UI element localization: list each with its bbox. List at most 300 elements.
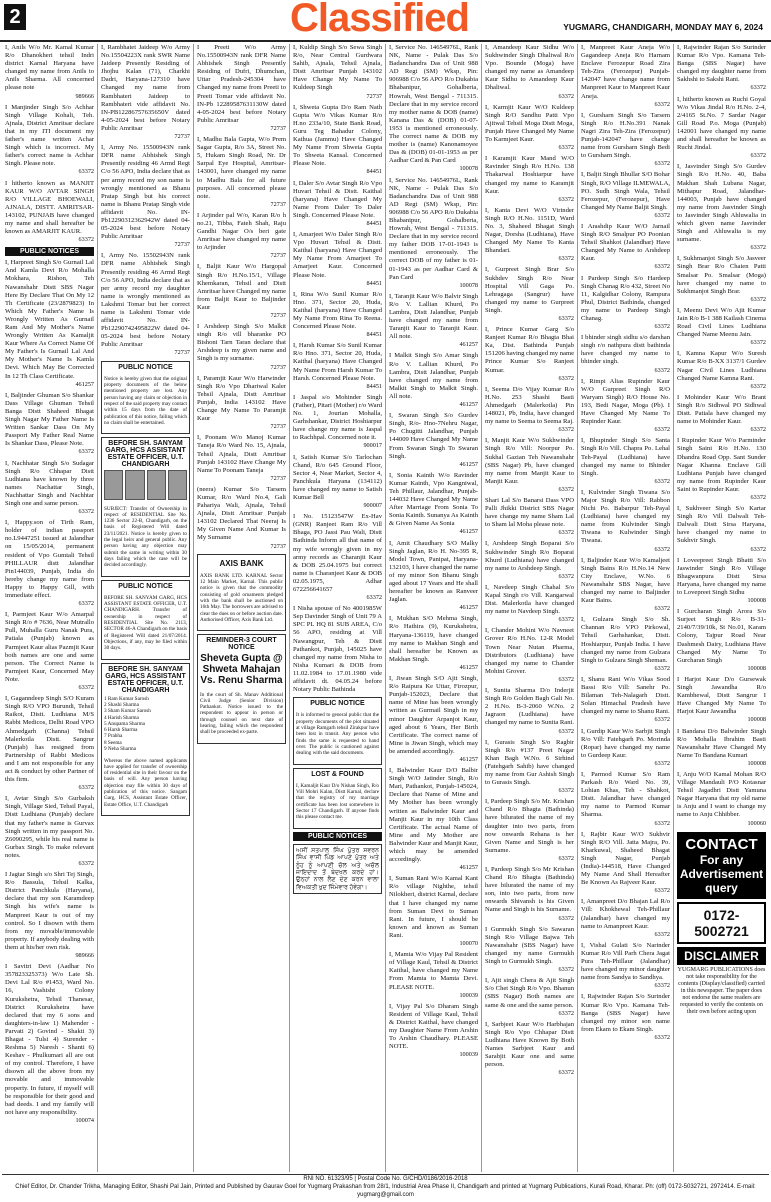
page-number: 2 [4, 4, 26, 30]
ad-code: 461257 [459, 401, 478, 409]
ad-text: I Nisha spouse of No 4001985W Sep Davinder Singh of Unit 79 A SPC PL HQ 81 SUB AREA, C/o 56 APO, residing at Vill Nawangpur, Teh & Distt Pathankot, Punjab, 145025 have changed my name from Nisha to Nisha Kumari & DOB from 11.02.1984 to 17.01.1980 vide affidavit dt. 04.05.24 before Notary Public Bathinda [293, 605, 382, 694]
ad-code: 72737 [366, 92, 382, 100]
ad-code: 63372 [366, 594, 382, 602]
ad-code: 63372 [78, 860, 94, 867]
classified-ad [581, 942, 670, 991]
classified-ad [581, 616, 670, 673]
legal-heirs-notice: BEFORE SH. SANYAM GARG, HCS ASSISTANT ESTATE OFFICER, U.T. CHANDIGARH 1 Ram Kumar Sarosh 2 Shashi Sharma 3 Sham Kumar Sarosh 4 Harish Sharma 5 Anupama Sharma 6 Harsh Sharma 7 Prabha 8 Seema 9 Neha Sharma Whereas the above named applicants have applied for transfer of ownership of residential site in their favour on the basis of will. Any person having objection may file within 30 days of publication of this notice. Sangam Garg, HCS, Assistant Estate Officer, Estate Office, U.T. Chandigarh [101, 663, 190, 816]
classified-ad [485, 739, 574, 796]
ad-text: I, Gurasis Singh S/o Ragbir Singh R/o #137 Preet Nagar Khan Bagh W.No. 6 Sirhind (Fatehgarh Sahib) have changed my name from Gur Ashish Singh to Gurasis Singh. [485, 738, 574, 787]
ad-code: 63372 [750, 244, 766, 252]
public-notice-box: PUBLIC NOTICE Notice is hereby given that the original property documents of the below mentioned property are lost. Any person having any claim or objection in respect of the said property may contact within 15 days from the date of publication of this notice, failing which no claim shall be entertained. [101, 361, 190, 435]
punjabi-notice: ਅਸੀਂ ਸਤਪਾਲ ਸਿੰਘ ਪੁੱਤਰ ਸਵਰਨ ਸਿੰਘ ਵਾਸੀ ਪਿੰਡ ਆਪਣੇ ਪੁੱਤਰ ਅਤੇ ਨੂੰਹ ਨੂੰ ਆਪਣੀ ਚੱਲ ਅਤੇ ਅਚੱਲ ਜਾਇਦਾਦ ਤੋਂ ਬੇਦਖਲ ਕਰਦੇ ਹਾਂ। ਉਨ੍ਹਾਂ ਨਾਲ ਲੈਣ ਦੇਣ ਕਰਨ ਵਾਲਾ ਵਿਅਕਤੀ ਖੁਦ ਜਿੰਮੇਵਾਰ ਹੋਵੇਗਾ। [293, 844, 382, 894]
ad-code: 900017 [363, 442, 382, 450]
ad-text: I Malkit Singh S/o Amar Singh R/o V. Lallian Khurd, Po Lambra, Distt Jalandhar, Punjab have changed my name from Malkit Singh to Malkit Singh. All note. [389, 352, 478, 400]
column-5 [386, 44, 482, 1172]
ad-text: I, Amanpreet D/o Bhajan Lal R/o Vill: Khokhewal Teh-Phillaur (Jalandhar) have changed my name to Amanpreet Kaur. [581, 898, 670, 930]
ad-text: I, Navdeep Singh Chahal S/o Kapal Singh r/o Vill. Kangarwal Dist. Malerkotla have changed my name to Navdeep Singh. [485, 583, 574, 616]
ad-text: I, Gulzara Singh S/o Sh. Channan R/o VPO Pirkowal, Tehsil Garhshankar, Distt. Hoshiarpur, Punjab India. I have changed my name from Gulzara Singh to Gulzara Singh Sheman. [581, 616, 670, 664]
ad-text: I, Shanu Rani W/o Vikas Sood Bassi R/o Vill: Sanehr Po. Bilaman Teh-Nalagarh Distt. Solan Himachal Pradesh have changed my name to Shanu Rani. [581, 675, 670, 716]
ad-text: I, Daler S/o Avtar Singh R/o Vpo Huvari Tehsil & Distt. Kaithal (haryana) Have Changed My Name From Daler To Daler Singh. Concerned Please Note. [293, 179, 382, 219]
classified-ad [677, 163, 766, 252]
classified-ad [5, 460, 94, 517]
classified-ad [581, 44, 670, 109]
ad-code: 84451 [366, 219, 382, 227]
ad-code: 461257 [459, 663, 478, 671]
ad-text: I Pardeep Singh S/o Hardeep Singh Chanag R/o 432, Street No 11, Kalgidhar Colony, Rampura Phul, District Bathinda, changed my name to Pardeep Singh Chanag. [581, 274, 670, 322]
masthead [0, 0, 771, 42]
ad-code: 63372 [558, 144, 574, 152]
ad-text: I, Parmod Kumar S/o Ram Parkash R/o Ward No. 39, Lohian Khas, Teh - Shahkot, Distt. Jalandhar have changed my name to Parmod Kumar Sharma. [581, 770, 670, 819]
column-2 [98, 44, 194, 1172]
ad-code: 72737 [270, 542, 286, 550]
disclaimer-text: YUGMARG PUBLICATIONS does not take responsibility for the contents (Display/classified) carried in this newspaper. The paper does not endorse the same readers are requested to verify the contents on their own before acting upon [677, 966, 766, 1015]
ad-text: I, Harpreet Singh S/o Gurnail Lal And Kamla Devi R/o Mohalla Mokhara, Rishon, Teh Nawanshahr Distt SBS Nagar Here By Declare That On My 12 Th Certificate (23/2879823) In Which My Father's Name Is Wrongly Written As Gurnail Ram And My Mother's Name Wrongly Written As Kamaljit Kaur Where As Correct Name Of My Father's Is Gurnail Lal And My Mother's Name Is Kamla Devi. Which May Be Corrected In 12 Th Class Certificate. [5, 259, 94, 380]
ad-text: I, Avtar Singh S/o Gurbaksh Singh, Village Sied, Tehsil Payal, Distt Ludhiana (Punjab) declare that my father's name is Gurvax Singh written in my passport No. Z6090295, while his real name is Gurbax Singh. To make relevant notes. [5, 795, 94, 859]
ad-code: 100008 [747, 664, 766, 672]
ad-text: I Loveepreet Singh Bhatti S/o Jaswinder Singh R/o Village Bhagwanpura Distt Sirsa Haryana, have changed my name to Lovepreet Singh Sidhu [677, 556, 766, 596]
columns [2, 44, 769, 1172]
ad-text: I, Arshdeep Singh Boparai S/o Sukhwinder Singh R/o Boparai Khurd (Ludhiana) have changed my name to Arshdeep Singh. [485, 540, 574, 572]
ad-code: 63372 [78, 684, 94, 692]
ad-text: I, Rambhatet Jaideep W/o Army No.15504223X rank SWR Name Jaideep Presently Residing of Jhojhu Kalan (71), Charkhi Dadri, Haryana-127310 have Changed my name from Rambhateri Jaideep to Rambhateri vide affidavit No. IN-PB12286757635650V dated 4-05-2024 best before Notary Public Amritsar [101, 44, 190, 132]
section-title: Classified [290, 0, 469, 40]
ad-code: 63372 [654, 664, 670, 672]
classified-ad [581, 223, 670, 272]
classified-ad [677, 437, 766, 502]
classified-ad [5, 104, 94, 177]
ad-text: I, Amit Chaudhary S/O Malky Singh Jaglan, R/o H. No-395 R, Model Town, Panipat, Haryana-132103, I have changed the name of my minor Son Bhanu Singh aged about 17 Years and He shall hereafter be known as Ranveer Jaglan. [389, 539, 478, 604]
ad-code: 63372 [78, 236, 94, 244]
classified-ad [581, 275, 670, 332]
ad-code: 63372 [78, 600, 94, 608]
classified-ad [293, 104, 382, 177]
ad-code: 72737 [270, 474, 286, 482]
ad-code: 63372 [750, 493, 766, 501]
heir-name: 5 Anupama Sharma [104, 720, 145, 727]
classified-ad [485, 1021, 574, 1078]
classified-ad [485, 798, 574, 863]
ad-text: (neera) Kumar S/o Tarsem Kumar, R/o Ward No.4, Gali Pahariya Wali, Ajnala, Tehsil Ajnala, Distt Amritsar Punjab 143102 Declared That Neeraj Is My Given Name And Kumar Is My Surname [197, 485, 286, 542]
classified-ad [485, 977, 574, 1017]
ad-text: I, Baljinder Ghuman S/o Shankar Dass Village Ghuman Tehsil Banga Distt Shaheed Bhagat Singh Nagar My Father Name Is Written Sankar Dass On My Passport My Father Real Name Is Shankar Dass, Please Note. [5, 391, 94, 448]
ad-text: I Rupinder Kaur W/o Parminder Singh Saini R/o H.No. 130 Dhandra Road Opp. Sant Sunder Nagar Khanna Enclave Gill Ludhiana Punjab have changed my name from Rupinder Kaur Saini to Rupinder Kaur. [677, 437, 766, 493]
ad-text: I Jagtar Singh s/o Shri Tej Singh, R/o Bassula, Tehsil Kalka, District Panchkula (Haryana), declare that my son Karamdeep Singh his wife's name is Manpreet Kaur is out of my control. So I disown with them from my movable/immovable property. If anybody dealing with them at his/her own risk. [5, 871, 94, 951]
ad-text: I Preeti W/o Army No.15500943N rank DFR Name Abhishek Singh Presently Residing of Dufri, Dhumchan, Uttar Pradesh-245304 have Changed my name from Preeti to Preeti Tomar vide affidavit No. IN-Pb 12289587631130W dated 4-05-2024 best before Notary Public Amritsar [197, 44, 286, 124]
ad-text: I, Manjit Kaur W/o Sukhwinder Singh R/o Vill: Noorpur Po. Sukhal Gazian Teh Nawanshahr (SBS Nagar) Pb, have changed my name from Manjit Kaur to Manjit Kaur. [485, 437, 574, 485]
ad-text: I, Poonam W/o Manoj Kumar Taneja R/o Ward No. 15, Ajnala, Tehsil Ajnala, Distt Amritsar Punjab 143102 Have Change My Name To Poonam Taneja [197, 434, 286, 474]
ad-text: I, Pardeep Singh S/o Mr Krishan Chand R/o Bhagta (Bathinda) have bilurated the name of my son, into two parts, from now onwards Shivansh is his Given Name and Singh is his Surname. [485, 866, 574, 914]
photo [104, 470, 123, 500]
ad-code: 63372 [654, 545, 670, 553]
ad-code: 63372 [750, 339, 766, 347]
ad-text: I, Manpreet Kaur Aneja W/o Gagandeep Aneja R/o Harnam Enclave Ferozepur Road Zira Teh-Zira (Ferozepur) Punjab-142047 have change name from Manpreet Kaur to Manpreet Kaur Aneja. [581, 44, 670, 100]
classified-ad [581, 557, 670, 614]
ad-text: I, Mukhan S/O Mehma Singh, R/o Hathira (9), Kurukshetra, Haryana-136119, have changed my name to Makhan Singh and shall hereafter be Known as Makhan Singh. [389, 615, 478, 663]
ad-code: 63372 [654, 887, 670, 895]
classified-ad [5, 519, 94, 608]
classified-ad [485, 584, 574, 624]
photo [125, 470, 144, 500]
column-3 [194, 44, 290, 1172]
lost-and-found: LOST & FOUND I, Kamaljit Kaur D/o Nishan Singh, R/o Vill Mohri Kalan, Distt Karnal, declare that the registry of my marriage certificate has been lost somewhere in Sector 17 Chandigarh. If anyone finds this please contact me. [293, 768, 382, 829]
ad-code: 63372 [78, 784, 94, 792]
ad-text: I, Jasvinder Singh S/o Gurdev Singh R/o H.No. 40, Baba Makhan Shah Lubana Nagar, Mithapur Road, Jalandhar-144003, Punjab have changed my name from Jasvinder Singh to Jasvinder Singh Ahluwalia in which given name Jasvinder Singh and Ahluwalia is my surname. [677, 163, 766, 244]
classified-ad [293, 513, 382, 602]
section-heading: PUBLIC NOTICES [5, 247, 94, 256]
classified-ad [581, 676, 670, 725]
classified-ad [5, 795, 94, 868]
classified-ad [389, 293, 478, 350]
ad-text: I, Harsh Kumar S/o Sunil Kumar R/o Hno. 371, Sector 20, Huda, Kaithal (haryana) Have Changed My Name From Harsh Kumar To Harsh. Concerned Please Note. [293, 342, 382, 382]
ad-code: 63372 [558, 616, 574, 624]
ad-text: I Gurmukh Singh S/o Sawaran Singh R/o Village Bajwa Teh Nawanshahr (SBS Nagar) have changed my name Gurmukh Singh to Gurmukh Singh. [485, 925, 574, 966]
ad-text: I, Sunita Sharma D/o Inderjit Singh R/o Golden Bagh Gali No. 2 H.No. B-3-2060 W.No. 2 Jagraon (Ludhiana) have changed my name to Sunita Rani. [485, 687, 574, 727]
heir-name: 7 Prabha [104, 733, 123, 740]
classified-ad [485, 104, 574, 153]
ad-text: I, Happy.son of Tirth Ram, holder of indian passport no.L9447251 issued at Jalandhar on 15/05/2014, permanent resident of Vpo Gumtali Tehsil PHILLAUR distt Jalandhar Pin144039, Punjab, India do hereby change my name from Happy to Happy Gill, with immediate effect. [5, 519, 94, 599]
classified-ad [389, 767, 478, 872]
classified-ad [5, 611, 94, 692]
ad-text: I, Satish Kumar S/o Tarlochan Chand, R/o 645 Ground Floor, Sector 4, Near Market, Sector 4, Panchkula Haryana (134112) have changed my name to Satish Kumar Bell [293, 453, 382, 501]
ad-text: I, Pardeep Singh S/o Mr. Krishan Chand R/o Bhagta (Bathinda) have bilurated the name of my daughter into two parts, from now onwards Rehana is her Given Name and Singh is her Surname. [485, 798, 574, 854]
heir-name: 2 Shashi Sharma [104, 702, 139, 708]
photo [168, 470, 187, 500]
heir-name: 3 Sham Kumar Sarosh [104, 708, 151, 715]
classified-ad [581, 437, 670, 486]
heir-name: 8 Seema [104, 739, 122, 746]
ad-code: 100008 [747, 716, 766, 724]
classified-ad [389, 472, 478, 537]
classified-ad [293, 180, 382, 229]
ad-text: I, Paramjit Kaur W/o Harwinder Singh R/o Vpo Dhariwal Kaler Tehsil Ajnala, Distt Amritsar Punjab, India 143102 Have Change My Name To Paramjit Kaur [197, 374, 286, 423]
ad-code: 63372 [654, 100, 670, 108]
ad-text: I, Baljit Singh Bhullar S/O Bohar Singh, R/O Village ILMEWALA, PO. Sudh Singh Wala, Tehsil Ferozepur, (Ferozepur), Have Changed My Name Baljit Singh. [581, 171, 670, 211]
court-notice: REMINDER-3 COURT NOTICE Sheveta Gupta @ Shweta Mahajan Vs. Renu Sharma In the court of Sh. Manav Additional Civil Judge (Senior Division) Pathankot. Notice issued to the respondent to appear in person or through counsel on next date of hearing, failing which the respondent shall be proceeded ex-parte. [197, 634, 286, 743]
section-heading: PUBLIC NOTICES [293, 832, 382, 841]
column-6 [482, 44, 578, 1172]
ad-code: 461257 [459, 460, 478, 468]
ad-code: 63372 [558, 854, 574, 862]
classified-ad [101, 144, 190, 249]
ad-text: I, Rina W/o Sunil Kumar R/o Hno. 371, Sector 20, Huda, Kaithal (haryana) Have Changed My Name From Rina To Reena. Concerned Please Note. [293, 290, 382, 331]
classified-ad [677, 608, 766, 673]
classified-ad [581, 334, 670, 374]
classified-ad [485, 627, 574, 684]
ad-code: 63372 [558, 529, 574, 537]
classified-ad [677, 728, 766, 768]
classified-ad [485, 386, 574, 435]
ad-code: 72737 [174, 241, 190, 249]
ad-text: I, Gaganndeep Singh S/O Kuram Singh R/O VPO Burundi, Tehsil Raikot, Distt. Ludhiana M/S Rabbi Medicos, Delhi Road VPO Ahmedgarh (Channa) Tehsil Malerkotla Distt. Sangrur (Punjab) has resigned from Partnership of Rabbi Medicos and I am not responsible for any act & conduct by other Partner of this firm. [5, 695, 94, 784]
bank-logo: AXIS BANK [219, 558, 264, 568]
classified-ad [197, 44, 286, 133]
classified-ad [293, 342, 382, 391]
heir-name: 6 Harsh Sharma [104, 727, 138, 734]
classified-ad [101, 44, 190, 141]
ad-code: 63372 [750, 382, 766, 390]
ad-code: 63372 [558, 572, 574, 580]
ad-code: 63372 [654, 366, 670, 374]
bank-notice: AXIS BANK AXIS BANK LTD. KARNAL Sector 12 Main Market, Karnal. This public notice is given that the commodity consisting of gold ornaments pledged with the bank shall be auctioned on 16th May. The borrowers are advised to clear the dues on or before auction date. Authorised Officer, Axis Bank Ltd. [197, 554, 286, 632]
classified-ad [581, 378, 670, 435]
ad-code: 63372 [558, 374, 574, 382]
contact-box: CONTACT For any Advertisement query [677, 832, 766, 899]
classified-ad [197, 486, 286, 551]
classified-ad [677, 255, 766, 304]
ad-code: 461257 [459, 341, 478, 349]
ad-text: I, Service No. 14654976L, Rank NK, Name - Pulak Das S/o Badanchandra Das of Unit 988 AD Regt (SM) Wksp, Pin: 906988 C/o 56 APO R/o Dukabia Bhabanipur, Gohalberia, Howrah, West Bengal - 711315. Declare that in my service record my father DOB 17-01-1943 is mentioned erroneously. The correct DOB of my father is 01-01-1943 as per Aadhar Card & Pan Card [389, 176, 478, 281]
ad-text: I, Meenu Devi W/o Ajit Kumar Jain R/o B-1 388 Kailash Cinema Road Civil Lines Ludhiana Changed Name Meenu Jain. [677, 306, 766, 339]
ad-text: I, Anils W/o Mr. Kamal Kumar R/o Dhanokheri tehsil Indri district Karnal Haryana have changed my name from Anils to Anils Sharma. All concerned please note [5, 44, 94, 92]
ad-code: 63372 [78, 448, 94, 456]
classified-ad [293, 605, 382, 694]
classified-ad [5, 871, 94, 960]
classified-ad [677, 557, 766, 606]
ad-text: I, Karmjit Kaur W/O Kuldeep Singh R/O Sandhu Patti Vpo Ajitwal Tehsil Moga Distt Moga, Punjab Have Changed My Name To Karmjeet Kaur. [485, 103, 574, 144]
classified-ad [485, 207, 574, 264]
photo [147, 470, 166, 500]
ad-text: I, Rajwinder Rajan S/o Surinder Kumar R/o Vpo. Kamana Teh-Banga (SBS Nagar) have changed my daughter name from Sakhshi to Sakshi Rani. [677, 44, 766, 84]
ad-code: 63372 [654, 323, 670, 331]
ad-text: I, Anju W/O Kamal Mohan R/O Village Mandauli P/O Kotasnar Tehsil Jagadhri Distt Yamuna Nagar Haryana that my old name is Anju and I want to change my name to Anju Chhibber. [677, 770, 766, 819]
ad-code: 63372 [558, 315, 574, 322]
classified-ad [5, 180, 94, 245]
disclaimer-heading: DISCLAIMER [677, 947, 766, 965]
ad-code: 100074 [75, 1116, 94, 1124]
ad-code: 63372 [78, 508, 94, 516]
classified-ad [581, 171, 670, 220]
classified-ad [197, 212, 286, 261]
ad-code: 63372 [558, 675, 574, 683]
classified-ad [293, 454, 382, 511]
classified-ad [677, 307, 766, 347]
classified-ad [389, 615, 478, 672]
classified-ad [389, 540, 478, 613]
ad-text: I Harjot Kaur D/o Gursewak Singh Jawandha R/o Kambhewal, Distt Sangrur I Have Changed My Name To Harjot Kaur Jawandha [677, 675, 766, 716]
ad-code: 63372 [558, 255, 574, 263]
ad-code: 84451 [366, 382, 382, 390]
ad-text: I Jaspal s/o Mohinder Singh (Father), Pitari (Mother) r/o Ward No. 1, Jourian Mohalla, Garhshankar, District Hoshiarpur have change my name is Jaspal to Rachhpal. Concerned note it. [293, 393, 382, 442]
ad-code: 72737 [270, 423, 286, 431]
ad-code: 63372 [750, 426, 766, 434]
ad-code: 461257 [75, 380, 94, 388]
ad-text: I Mohinder Kaur W/o Brant Singh R/o Sidhwal PO Sidhwal Distt. Patiala have changed my name to Mohinder Kaur. [677, 393, 766, 426]
classified-ad [677, 771, 766, 828]
column-7 [578, 44, 674, 1172]
ad-text: I, Suman Rani W/o Kamal Kant R/o village Nighthe, tehsil Nilokheri, district Karnal, declare that I have changed my name from Suman Devi to Suman Rani. In future, I should be known and known as Suman Rani. [389, 875, 478, 939]
ad-code: 72737 [270, 200, 286, 208]
ad-code: 63372 [654, 982, 670, 990]
classified-ad [581, 112, 670, 169]
classified-ad [581, 898, 670, 938]
ad-text: I, hitherto known as Ruchi Goyal W/o Vikas Jindal R/o H.No. 2-4, 2/4165 St.No. 7 Sardar Nagar Gill Road P.o. Moga (Punjab) 142001 have changed my name and shall hereafter be known as Ruchi Jindal. [677, 95, 766, 152]
ad-text: I, Army No. 15502943N rank DFR name Abhishek Singh Presently residing 46 Armd Regt C/o 56 APO, India declare that as per army record my daughter name is wrongly mentioned as Lakshmi Tomar but her correct name is Lakshmi Tomar vide affidavit No. IN-Pb12290742495822W dated 04-05-2024 best before Notary Public Amritsar [101, 252, 190, 349]
classified-ad [5, 963, 94, 1125]
ad-text: I, Sukhmanjot Singh S/o Jasveer Singh Brar R/o Chaien Patti Smalsar Po. Smalsar (Moga) have changed my name to Sukhmanjot Singh Brar. [677, 255, 766, 295]
classified-ad [5, 44, 94, 101]
ad-code: 63372 [654, 930, 670, 938]
classified-ad [485, 926, 574, 975]
ad-text: I, Kuldip Singh S/o Sewa Singh R/o, Near Central Gurdwara Sahib, Ajnala, Tehsil Ajnala, Distt Amritsar Punjab 143102 Have Change My Name To Kuldeep Singh [293, 44, 382, 92]
ad-code: 100078 [459, 165, 478, 173]
ad-code: 63372 [558, 787, 574, 795]
ad-code: 63372 [558, 485, 574, 493]
classified-ad [389, 412, 478, 469]
ad-code: 63372 [654, 716, 670, 724]
classified-ad [389, 675, 478, 764]
ad-code: 63372 [654, 426, 670, 434]
classified-ad [677, 394, 766, 434]
ad-text: I, Amarjeet W/o Daler Singh R/o Vpo Huvari Tehsil & Distt. Kaithal (haryana) Have Changed My Name From Amarjeet To Amarjeet Kaur. Concerned Please Note. [293, 231, 382, 279]
classified-ad [581, 771, 670, 828]
column-4 [290, 44, 386, 1172]
ad-code: 63372 [750, 152, 766, 160]
classified-ad [677, 350, 766, 390]
ad-text: I, Jiwan Singh S/O Ajit Singh, R/o Raipura Ke Uttar, Firozpur, Punjab-152023, Declare that name of Mine has been wrongly written as Gurmail Singh in my minor Daughter Arpanjot Kaur, aged about 6 Years, Her Birth Certificate. The correct name of Mine is Jiwan Singh, which may be amended accordingly. [389, 675, 478, 755]
classified-ad [389, 177, 478, 290]
classified-ad [581, 993, 670, 1042]
classified-ad [5, 392, 94, 457]
ad-code: 461257 [459, 755, 478, 763]
ad-text: I, Prince Kumar Garg S/o Ranjeet Kumar R/o Bhagta Bhai Ka, Dist. Bathinda Punjab 151206 having changed my name Prince Kumar S/o Ranjeet Kumar. [485, 326, 574, 374]
ad-text: I, Parmjeet Kaur W/o Amarpal Singh R/o # 7636, Near Mutrallo Pull, Muhalla Guru Nanak Pura, Patiala (Punjab) known as Parmjeet Kaur alias Pazmjit Kaur both names are one and same person. The Correct Name is Parmjeet Kaur, Concerned May Note. [5, 611, 94, 683]
ad-text: I, Sarbjeet Kaur W/o Harbhajan Singh R/o Vpo Chhapar Distt Ludhiana Have Known By Both Names Sarbjeet Kaur and Sarabjit Kaur one and same person. [485, 1020, 574, 1069]
ad-text: I Arshdeep Singh S/o Malkit singh R/o vill bharanke PO Bishoni Tarn Taran declare that Arshdeep is my given name and Singh is my surname. [197, 323, 286, 363]
classified-ad [485, 44, 574, 101]
ad-code: 84451 [366, 331, 382, 339]
ad-code: 63372 [750, 545, 766, 553]
ad-code: 84451 [366, 279, 382, 287]
ad-code: 461257 [459, 528, 478, 536]
ad-code: 72737 [174, 349, 190, 357]
photo-row [104, 470, 187, 500]
ad-text: I, Bhupinder Singh S/o Santa Singh R/o Vill. Chapra Po. Lehal Teh-Payal (Ludhiana) have changed my name to Bhinder Singh. [581, 437, 670, 477]
ad-text: I, Seema D/o Vijay Kumar R/o H.No. 253 Shashi Basti Ahmedgarh (Malerkotla) Pin 148021, Pb, India, have changed my name to Seema to Seema Raj. [485, 385, 574, 426]
ad-text: I, Sonia Kainth W/o Ravinder Kumar Kainth, Vpo Kangniwal, Teh Phillaur, Jalandhar, Punjab-144032 Have Changed My Name After Marriage From Sonia To Sonia Kainth. Sunanya As Kainth & Given Name As Sonia [389, 471, 478, 528]
dateline: YUGMARG, CHANDIGARH, MONDAY MAY 6, 2024 [563, 22, 763, 32]
ad-text: I, Rajbir Kaur W/O Sukhvir Singh R/O Vill. Jatta Majra, Po. Kharkuwal, Shaheed Bhagat Singh Nagar, Punjab (India)-144518, Have Changed My Name And Shall Hereafter Be Known As Rajveer Kaur. [581, 830, 670, 887]
classified-ad [581, 489, 670, 554]
ad-text: I, Chander Mohini W/o Navneet Grover R/o H.No. 12-R Model Town Near Nutan Pharma, Distributors (Ludhiana) have changed my name to Chander Mohini Grover. [485, 627, 574, 675]
ad-text: I Savitri Devi (Aadhar No 357823325373) W/o Late Sh. Devi Lal R/o #1453, Ward No. 16, Vashisht Colony Kurukshetra, Tehsil Thanesar, District Kurukshetra have declared that my 6 sons and daughters-in-law 1) Mahender - Parvati 2) Govind - Shakti 3) Bhagat - Tulsi 4) Surender - Reshma 5) Naresh - Shanti 6) Keshav - Phulkumari all are out of my control. Therefore, I have disown all the above from my movable and immovable property. In future, if myself will be responsible for their good and bad deeds. I and my family will not have any responsibility. [5, 963, 94, 1116]
ad-code: 63372 [558, 727, 574, 735]
classified-ad [197, 434, 286, 483]
ad-text: I, Kamna Kapur W/o Suresh Kumar R/o B-XX 3137/1 Gurdev Nagar Civil Lines Ludhiana Changed Name Kamna Rani. [677, 350, 766, 382]
heir-name: 1 Ram Kumar Sarosh [104, 695, 149, 702]
ad-text: I, Rimpi Alias Rupinder Kaur W/O Gurpreet Singh R/O Waryam Singh) R/O House No. 193, Bedi Nagar, Moga (Pb). I Have Changed My Name To Rupinder Kaur. [581, 377, 670, 426]
ad-text: I, Rajwinder Rajan S/o Surinder Kumar R/o Vpo. Kamana Teh-Banga (SBS Nagar) have changed my minor son name from Ekam to Ekam Singh. [581, 993, 670, 1033]
ad-text: I, Baljinder Kaur W/o Kamaljeet Singh Bains R/o H.No.14 New City Enclave, W.No. 6 Nawanshahr SBS Nagar, have changed my name to Baljinder Kaur Bains. [581, 556, 670, 605]
ad-text: I, Taranjit Kaur W/o Balvir Singh R/o V. Lallian Khurd, Po Lambra, Distt Jalandhar, Punjab have changed my name from Taranjit Kaur to Taranjit Kaur. All note. [389, 292, 478, 341]
ad-code: 63372 [654, 759, 670, 767]
classified-ad [485, 155, 574, 204]
classified-ad [389, 951, 478, 1000]
ad-code: 63372 [654, 263, 670, 271]
ad-code: 63372 [558, 195, 574, 203]
ad-text: I, Mamta W/o Vijay Pal Resident of Village Kaul, Tehsil & District Kaithal, have changed my Name From Mamta to Mamta Devi. PLEASE NOTE. [389, 951, 478, 991]
classified-ad [677, 44, 766, 93]
ad-text: I, Shweta Gupta D/o Ram Nath Gupta W/o Vikas Kumar R/o H.no 233a/10, State Bank Road, Guru Teg Bahadur Colony, Kathua (Jammu) Have Changed My Name From Shweta Gupta To Shweta Kansal. Concerned Please Note. [293, 103, 382, 168]
ad-text: I, Gurpreet Singh Brar S/o Sukhdev Singh R/o Near Hospital Vill Gaga Po. Lehragaga (Sangrur) have changed my name to Gurpreet Singh. [485, 266, 574, 314]
ad-code: 72737 [270, 252, 286, 260]
classified-ad [485, 326, 574, 383]
rni-line: RNI NO. 61323/95 | Postal Code No. G/CHD/0186/2016-2018 [303, 1176, 468, 1182]
ad-code: 100078 [459, 281, 478, 289]
classified-ad [485, 266, 574, 323]
column-1 [2, 44, 98, 1172]
classified-ad [677, 96, 766, 161]
ad-code: 63372 [654, 477, 670, 485]
contact-phone: 0172-5002721 [677, 902, 766, 944]
ad-text: I, Service No. 14654976L, Rank NK, Name - Pulak Das S/o Badanchandra Das of Unit 988 AD Regt (SM) Wksp, Pin: 906988 C/o 56 APO R/o Dukabia Bhabanipur, Gohalberia, Howrah, West Bengal - 711315. Declare that in my service record my mother name & DOB (name) Kanana Das & (DOB) 01-07-1953 is mentioned erroneously. The correct name & DOB my mother is (name) Kanonamoyee Das & (DOB) 01-01-1953 as per Aadhar Card & Pan Card [389, 44, 478, 165]
classified-ad [581, 831, 670, 896]
ad-code: 63372 [558, 1009, 574, 1017]
ad-code: 63372 [654, 605, 670, 613]
classified-ad [293, 231, 382, 288]
ad-text: I No. 15123547W Ex-Hav (GNR) Ranjeet Ram R/o Vill Bhaga, PO Jassi Pau Wali, Distt Bathinda Inform all that name of my wife wrongly given in my army records as Charanjit Kaur & DOB 25.04.1975 but correct name is Charanjeet Kaur & DOB 02.05.1975, Adhar 672256641657 [293, 513, 382, 593]
ad-code: 72737 [174, 133, 190, 141]
classified-ad [389, 44, 478, 174]
ad-code: 84451 [366, 168, 382, 176]
classified-ad [677, 676, 766, 725]
classified-ad [197, 263, 286, 320]
heir-name: 9 Neha Sharma [104, 746, 136, 753]
classified-ad [293, 394, 382, 451]
ad-code: 100008 [747, 759, 766, 767]
classified-ad [485, 540, 574, 580]
classified-ad [677, 505, 766, 554]
classified-ad [389, 1003, 478, 1060]
ad-code: 63372 [78, 168, 94, 176]
ad-text: I, Ajit singh Chera & Ajit Singh S/o Chet Singh R/o Vpo. Bhanun (SBS Nagar) Both names are same & one and the same person. [485, 977, 574, 1009]
classified-ad [485, 866, 574, 923]
parties: Sheveta Gupta @ Shweta Mahajan Vs. Renu Sharma [200, 653, 283, 687]
ad-code: 63372 [750, 295, 766, 303]
ad-code: 63372 [558, 966, 574, 974]
classified-ad [389, 352, 478, 409]
classified-ad [5, 695, 94, 792]
ad-text: I, Army No. 15500943N rank DFR name Abhishek Singh Presently residing 46 Armd Regt C/o 56 APO, India declare that as per army record my son name is wrongly mentioned as Bhanu Pratap Singh but his correct name is Bhanu Pratap Singh vide affidavit No. IN-Pb12290312362942W dated 04-05-2024 best before Notary Public Amritsar [101, 144, 190, 241]
ad-text: I Gurcharan Singh Arora S/o Surjeet Singh R/o B-31-2140/7/39/10k, St No.01, Karam Colony, Tajpur Road Near Dashmesh Dairy, Ludhiana Have Changed My Name To Gurcharan Singh [677, 608, 766, 664]
classified-ad [197, 136, 286, 209]
ad-text: I Karamjit Kaur Mand W/O Ravinder Singh R/o H.No. 138 Thakarwal Hoshiarpur have changed my name to Karamjit Kaur. [485, 155, 574, 195]
ad-text: I, Swaran Singh S/o Gurdev Singh, R/o- Hno-7Nehru Nagar, Po Chugitti Jalandhar, Punjab 144009 Have Changed My Name From Swaran Singh To Swaran Singh. [389, 412, 478, 460]
ad-text: I, Kanta Devi W/O Virinder Singh R/O H.No. 1151D, Ward No. 3, Shaheed Bhagat Singh Nagar, Dorsha (Ludhiana), Have Changed My Name To Kanta Bhandari. [485, 206, 574, 255]
ad-code: 63372 [558, 1069, 574, 1077]
ad-code: 63372 [654, 819, 670, 827]
ad-text: Shari Lal S/o Banarsi Dass VPO Palli Jhikki District SBS Nagar have change my name Sham Lal to Sham lal Moha please note. [485, 496, 574, 529]
ad-code: 989666 [75, 92, 94, 100]
classified-ad [485, 497, 574, 537]
ad-code: 100039 [459, 991, 478, 999]
ad-text: I, Vishal Gulati S/o Narinder Kumar R/o Vill Parh Chera Jagat Pura Teh-Phillaur (Jalandhar) have changed my minor daughter name from Sandya to Sandhya. [581, 941, 670, 982]
ad-text: I Arashdip Kaur W/O Jarnail Singh R/O Smalpur PO Poonian Tehsil Shahkot (Jalandhar) Have Changed My Name to Arshdeep Kaur. [581, 222, 670, 263]
ad-code: 63372 [750, 84, 766, 92]
ad-text: I, Vijay Pal S/o Dharam Singh Resident of Village Kaul, Tehsil & District Kaithal, have changed my Daughter Name From Arshin To Arshin Chaudhary. PLEASE NOTE. [389, 1002, 478, 1051]
ad-code: 63372 [558, 426, 574, 434]
classified-ad [485, 687, 574, 736]
ad-code: 72737 [270, 363, 286, 371]
ad-text: I bhinder singh sidhu s/o darshan singh r/o nathpura distt bathinda have changed my name to bhinder singh. [581, 334, 670, 366]
ad-text: I Bandana D/o Balwinder Singh R/o Mohalla Ibrahim Basti Nawanshahr Have Changed My Name To Bandana Kumari [677, 727, 766, 759]
ad-code: 461257 [459, 604, 478, 612]
estate-office-notice: BEFORE SH. SANYAM GARG, HCS ASSISTANT ESTATE OFFICER, U.T. CHANDIGARH SUBJECT: Transfer of Ownership in respect of RESIDENTIAL Site No. 1236 Sector 22-B, Chandigarh, on the basis of Registered Will dated 23/11/2021. Notice is hereby given to the legal heirs and general public. Any person having any objection may submit the same in writing within 30 days failing which the case will be decided accordingly. [101, 437, 190, 576]
classified-ad [293, 291, 382, 340]
ad-code: 100008 [747, 597, 766, 605]
ad-code: 100070 [459, 940, 478, 948]
ad-code: 72737 [270, 124, 286, 132]
